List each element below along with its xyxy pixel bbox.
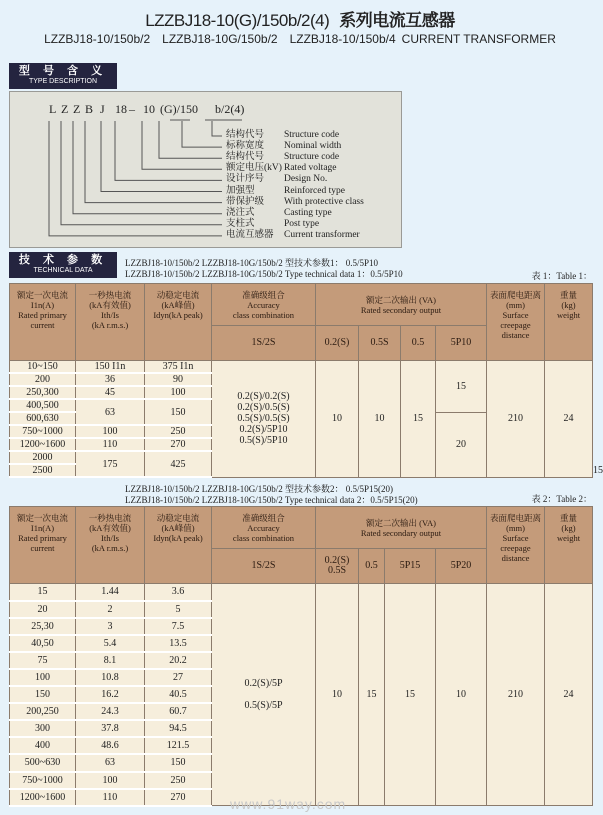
header-cell: 额定一次电流 I1n(A) Rated primary current bbox=[10, 507, 76, 584]
table-cell: 100 bbox=[10, 669, 76, 686]
table-cell: 2 bbox=[76, 601, 145, 618]
subheader-cell: 1S/2S bbox=[212, 326, 316, 361]
table-cell: 150 bbox=[10, 686, 76, 703]
type-description-badge bbox=[9, 63, 117, 89]
table-cell: 60.7 bbox=[145, 703, 212, 720]
header-cell: 重量 (kg) weight bbox=[545, 284, 593, 361]
table-cell: 110 bbox=[76, 438, 145, 451]
leader-line bbox=[182, 121, 222, 147]
watermark: www.91way.com bbox=[230, 796, 347, 812]
table-cell: 250,300 bbox=[10, 386, 76, 399]
table-cell: 300 bbox=[10, 720, 76, 737]
table-cell: 3 bbox=[76, 618, 145, 635]
subheader-cell: 5P15 bbox=[385, 549, 436, 584]
table-cell: 750~1000 bbox=[10, 425, 76, 438]
type-item-en: Current transformer bbox=[284, 229, 360, 240]
table2-label: 表 2：Table 2： bbox=[531, 494, 592, 504]
page-title bbox=[0, 6, 600, 31]
table-cell: 40.5 bbox=[145, 686, 212, 703]
leader-line bbox=[212, 121, 222, 136]
table-cell: 121.5 bbox=[145, 737, 212, 754]
type-item-en: Structure code bbox=[284, 130, 340, 140]
table-cell: 400 bbox=[10, 737, 76, 754]
technical-data-badge bbox=[9, 252, 117, 278]
leader-line bbox=[49, 121, 222, 236]
table-cell: 250 bbox=[145, 425, 212, 438]
badge-zh: 技 术 参 数 bbox=[18, 254, 108, 266]
table-cell: 15 bbox=[385, 584, 436, 806]
table-cell: 175 bbox=[76, 451, 145, 477]
header-cell: 额定二次输出 (VA) Rated secondary output bbox=[316, 284, 487, 326]
type-item-en: Structure code bbox=[284, 152, 340, 163]
table-cell: 25,30 bbox=[10, 618, 76, 635]
table-cell: 27 bbox=[145, 669, 212, 686]
table-cell: 10 bbox=[316, 584, 359, 806]
table-cell: 20.2 bbox=[145, 652, 212, 669]
table-cell: 500~630 bbox=[10, 754, 76, 771]
type-item-zh: 支柱式 bbox=[226, 218, 255, 229]
header-cell: 额定二次输出 (VA) Rated secondary output bbox=[316, 507, 487, 549]
leader-line bbox=[73, 121, 222, 214]
code-part: Z bbox=[61, 102, 69, 116]
table1-label: 表 1：Table 1： bbox=[531, 271, 592, 281]
subheader-cell: 0.5 bbox=[401, 326, 436, 361]
table-cell: 15 bbox=[359, 584, 385, 806]
table-cell: 13.5 bbox=[145, 635, 212, 652]
subheader-cell: 5P20 bbox=[436, 549, 487, 584]
table-cell: 5.4 bbox=[76, 635, 145, 652]
leader-line bbox=[101, 121, 222, 192]
code-part: b/2(4) bbox=[215, 102, 245, 116]
type-item-zh: 带保护级 bbox=[226, 196, 265, 207]
table-cell: 1.44 bbox=[76, 584, 145, 601]
leader-line bbox=[85, 121, 222, 203]
table-cell: 0.2(S)/0.2(S) 0.2(S)/0.5(S) 0.5(S)/0.5(S) 0.2(S)/5P10 0.5(S)/5P10 bbox=[212, 361, 316, 478]
table-cell: 75 bbox=[10, 652, 76, 669]
subheader-cell: 1S/2S bbox=[212, 549, 316, 584]
table-cell: 400,500 bbox=[10, 399, 76, 412]
subtitle-model-1: LZZBJ18-10/150b/2 bbox=[44, 32, 151, 46]
header-cell: 准确级组合 Accuracy class combination bbox=[212, 284, 316, 326]
table-row: 2500 15 bbox=[10, 464, 593, 477]
type-description-diagram bbox=[9, 91, 402, 248]
table-cell: 2000 bbox=[10, 451, 76, 464]
table-cell: 10 bbox=[436, 584, 487, 806]
type-item-zh: 加强型 bbox=[226, 185, 255, 196]
header-cell: 额定一次电流 I1n(A) Rated primary current bbox=[10, 284, 76, 361]
header-cell: 重量 (kg) weight bbox=[545, 507, 593, 584]
header-cell: 一秒热电流 (kA有效值) Ith/Is (kA r.m.s.) bbox=[76, 507, 145, 584]
table-cell: 3.6 bbox=[145, 584, 212, 601]
table-cell: 250 bbox=[145, 772, 212, 789]
table-cell: 24 bbox=[545, 584, 593, 806]
type-item-zh: 标称宽度 bbox=[226, 141, 265, 152]
type-item-zh: 结构代号 bbox=[226, 130, 265, 140]
table-cell: 270 bbox=[145, 438, 212, 451]
table-cell: 8.1 bbox=[76, 652, 145, 669]
table-cell: 210 bbox=[487, 584, 545, 806]
table-cell: 37.8 bbox=[76, 720, 145, 737]
type-item-zh: 浇注式 bbox=[226, 207, 255, 218]
table-cell: 425 bbox=[145, 451, 212, 477]
table2-caption-en: LZZBJ18-10/150b/2 LZZBJ18-10G/150b/2 Type technical data 2：0.5/5P15(20) bbox=[125, 495, 418, 505]
table-cell: 100 bbox=[76, 772, 145, 789]
header-cell: 表面爬电距离 (mm) Surface creepage distance bbox=[487, 507, 545, 584]
header-cell: 动稳定电流 (kA峰值) Idyn(kA peak) bbox=[145, 507, 212, 584]
table-cell: 7.5 bbox=[145, 618, 212, 635]
table-cell: 200 bbox=[10, 373, 76, 386]
table-cell: 150 I1n bbox=[76, 361, 145, 374]
table-cell: 100 bbox=[76, 425, 145, 438]
code-part: (G)/150 bbox=[160, 102, 198, 116]
header-cell: 动稳定电流 (kA峰值) Idyn(kA peak) bbox=[145, 284, 212, 361]
table-cell: 20 bbox=[436, 412, 487, 477]
code-part: Z bbox=[73, 102, 81, 116]
subtitle-model-3: LZZBJ18-10/150b/4 bbox=[289, 32, 396, 46]
code-part: J bbox=[100, 102, 105, 116]
type-item-en: Casting type bbox=[284, 207, 332, 218]
table-cell: 200,250 bbox=[10, 703, 76, 720]
table-cell: 210 bbox=[487, 361, 545, 478]
header-cell: 表面爬电距离 (mm) Surface creepage distance bbox=[487, 284, 545, 361]
badge-en: TECHNICAL DATA bbox=[33, 267, 93, 274]
code-part: 10 bbox=[143, 102, 155, 116]
type-item-zh: 额定电压(kV) bbox=[226, 163, 282, 174]
subheader-cell: 0.2(S) bbox=[316, 326, 359, 361]
code-part: L bbox=[49, 102, 57, 116]
table-cell: 15 bbox=[10, 584, 76, 601]
table-cell: 16.2 bbox=[76, 686, 145, 703]
code-part: B bbox=[85, 102, 94, 116]
badge-en: TYPE DESCRIPTION bbox=[28, 78, 98, 85]
table-cell: 5 bbox=[145, 601, 212, 618]
table-cell: 1200~1600 bbox=[10, 789, 76, 806]
leader-line bbox=[115, 121, 222, 180]
table-cell: 1200~1600 bbox=[10, 438, 76, 451]
type-item-en: Post type bbox=[284, 218, 320, 229]
table-cell: 100 bbox=[145, 386, 212, 399]
type-item-en: Nominal width bbox=[284, 141, 342, 152]
table-cell: 48.6 bbox=[76, 737, 145, 754]
table-cell: 270 bbox=[145, 789, 212, 806]
table-cell: 10 bbox=[359, 361, 401, 478]
type-item-zh: 结构代号 bbox=[226, 152, 265, 163]
code-part: – bbox=[129, 102, 135, 116]
subheader-cell: 0.5S bbox=[359, 326, 401, 361]
table-cell: 63 bbox=[76, 754, 145, 771]
table-cell: 63 bbox=[76, 399, 145, 425]
table-cell: 375 I1n bbox=[145, 361, 212, 374]
technical-data-table-1 bbox=[9, 283, 603, 478]
subheader-cell: 0.5 bbox=[359, 549, 385, 584]
subtitle-en: CURRENT TRANSFORMER bbox=[401, 32, 556, 46]
table-cell: 10.8 bbox=[76, 669, 145, 686]
table1-caption-en: LZZBJ18-10/150b/2 LZZBJ18-10G/150b/2 Type technical data 1：0.5/5P10 bbox=[125, 269, 403, 279]
table-cell: 24.3 bbox=[76, 703, 145, 720]
table-cell: 24 bbox=[545, 361, 593, 478]
table-cell: 600,630 bbox=[10, 412, 76, 425]
table-cell: 750~1000 bbox=[10, 772, 76, 789]
title-zh: 系列电流互感器 bbox=[339, 11, 455, 30]
type-item-zh: 设计序号 bbox=[226, 174, 265, 185]
table-cell: 0.2(S)/5P 0.5(S)/5P bbox=[212, 584, 316, 806]
table-row bbox=[10, 584, 593, 601]
table-cell: 15 bbox=[401, 361, 436, 478]
table-cell: 94.5 bbox=[145, 720, 212, 737]
subheader-cell: 0.2(S) 0.5S bbox=[316, 549, 359, 584]
technical-data-table-2 bbox=[9, 506, 593, 807]
header-cell: 准确级组合 Accuracy class combination bbox=[212, 507, 316, 549]
table-cell: 40,50 bbox=[10, 635, 76, 652]
subtitle-model-2: LZZBJ18-10G/150b/2 bbox=[162, 32, 278, 46]
table-cell: 36 bbox=[76, 373, 145, 386]
table-cell: 150 bbox=[145, 399, 212, 425]
diagram-lines bbox=[10, 92, 403, 249]
type-item-zh: 电流互感器 bbox=[226, 229, 274, 240]
table-cell: 110 bbox=[76, 789, 145, 806]
table-cell: 150 bbox=[145, 754, 212, 771]
badge-zh: 型 号 含 义 bbox=[18, 65, 108, 77]
table-cell: 20 bbox=[10, 601, 76, 618]
table-cell: 2500 bbox=[10, 464, 76, 477]
header-cell: 一秒热电流 (kA有效值) Ith/Is (kA r.m.s.) bbox=[76, 284, 145, 361]
table-cell: 10 bbox=[316, 361, 359, 478]
table-row bbox=[10, 361, 593, 374]
title-model: LZZBJ18-10(G)/150b/2(4) bbox=[145, 11, 330, 30]
type-item-en: Reinforced type bbox=[284, 185, 345, 196]
subtitle bbox=[0, 32, 600, 46]
table-cell: 10~150 bbox=[10, 361, 76, 374]
type-item-en: With protective class bbox=[284, 196, 364, 207]
type-item-en: Rated voltage bbox=[284, 163, 337, 174]
table-cell: 15 bbox=[436, 361, 487, 413]
subheader-cell: 5P10 bbox=[436, 326, 487, 361]
type-item-en: Design No. bbox=[284, 174, 328, 185]
leader-line bbox=[159, 121, 222, 158]
table-cell: 90 bbox=[145, 373, 212, 386]
table1-caption-zh: LZZBJ18-10/150b/2 LZZBJ18-10G/150b/2 型技术参数1： 0.5/5P10 bbox=[125, 258, 378, 268]
code-part: 18 bbox=[115, 102, 127, 116]
table2-caption-zh: LZZBJ18-10/150b/2 LZZBJ18-10G/150b/2 型技术参数2： 0.5/5P15(20) bbox=[125, 484, 393, 494]
table-cell: 45 bbox=[76, 386, 145, 399]
